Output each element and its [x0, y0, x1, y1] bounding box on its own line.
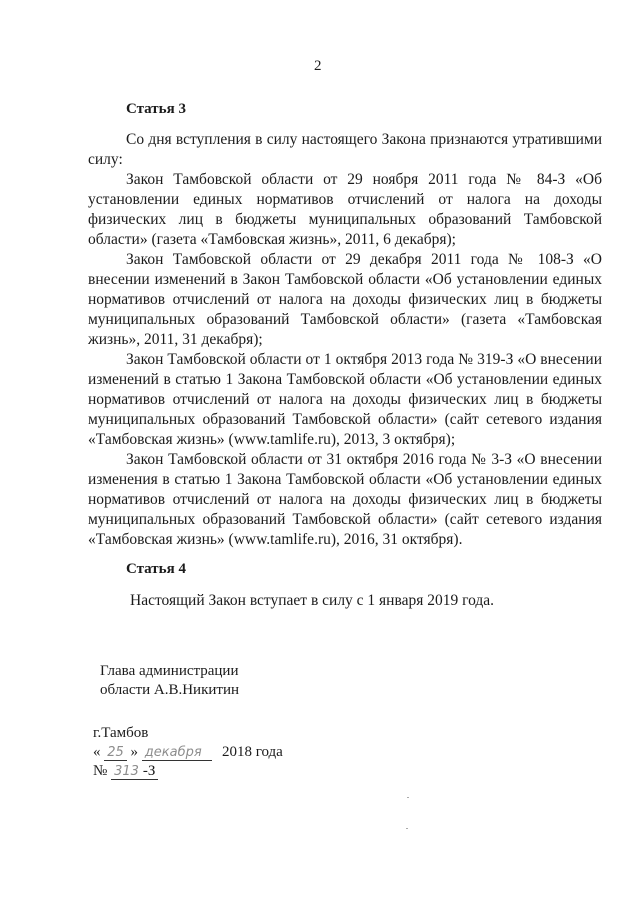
repealed-law-item: Закон Тамбовской области от 1 октября 2013 года № 319-З «О внесении изменений в статью 1 Закона Тамбовской области «Об установлении единых нормативов отчислений от налога на доходы физических лиц в бюджеты муниципальных образований Тамбовской области» (сайт сетевого издания «Тамбовская жизнь» (www.tamlife.ru), 2013, 3 октября);	[88, 351, 602, 448]
number-sign: №	[93, 763, 108, 779]
repealed-law-item: Закон Тамбовской области от 29 ноября 2011 года № 84-З «Об установлении единых нормативов отчислений от налога на доходы физических лиц в бюджеты муниципальных образований Тамбовской области» (газета «Тамбовская жизнь», 2011, 6 декабря);	[88, 171, 602, 248]
article-4-heading: Статья 4	[126, 561, 186, 577]
scan-speck	[407, 797, 409, 798]
number-value: 313 -З	[111, 763, 158, 780]
article-4-text: Настоящий Закон вступает в силу с 1 января 2019 года.	[130, 592, 495, 609]
adoption-date	[93, 743, 283, 762]
article-3-body	[88, 130, 602, 550]
place-date-block	[93, 724, 283, 781]
repealed-law-item: Закон Тамбовской области от 29 декабря 2011 года № 108-З «О внесении изменений в Закон Тамбовской области «Об установлении единых нормативов отчислений от налога на доходы физических лиц в бюджеты муниципальных образований Тамбовской области» (газета «Тамбовская жизнь», 2011, 31 декабря);	[88, 251, 602, 348]
signature-block	[100, 662, 239, 700]
article-3-heading: Статья 3	[126, 101, 186, 117]
repealed-law-item: Закон Тамбовской области от 31 октября 2016 года № 3-З «О внесении изменения в статью 1 Закона Тамбовской области «Об установлении единых нормативов отчислений от налога на доходы физических лиц в бюджеты муниципальных образований Тамбовской области» (сайт сетевого издания «Тамбовская жизнь» (www.tamlife.ru), 2016, 31 октября).	[88, 451, 602, 548]
date-month: декабря	[142, 744, 212, 761]
signature-title: Глава администрации	[100, 663, 239, 679]
scan-speck	[406, 828, 408, 829]
date-day: 25	[104, 744, 127, 761]
law-number	[93, 762, 283, 781]
quote-close: »	[130, 744, 139, 760]
article-3-intro: Со дня вступления в силу настоящего Закона признаются утратившими силу:	[88, 131, 602, 168]
date-year: 2018 года	[221, 744, 283, 760]
page-number: 2	[314, 58, 322, 74]
signature-name: области А.В.Никитин	[100, 682, 240, 698]
quote-open: «	[93, 744, 101, 760]
city: г.Тамбов	[93, 725, 149, 741]
